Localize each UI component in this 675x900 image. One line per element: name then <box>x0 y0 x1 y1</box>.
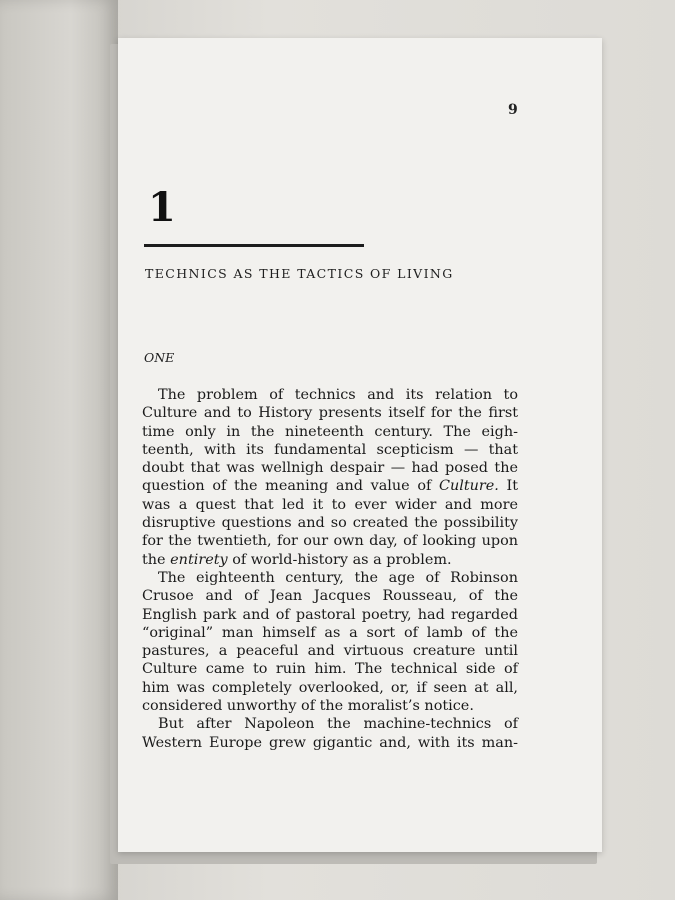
text-line: was a quest that led it to ever wider and more <box>142 496 518 513</box>
text-run: of world-history as a problem. <box>227 551 452 568</box>
chapter-number: 1 <box>148 184 176 231</box>
text-line: for the twentieth, for our own day, of looking upon <box>142 533 518 550</box>
facing-page <box>0 0 118 900</box>
text-line <box>142 477 518 495</box>
text-line <box>142 551 518 569</box>
text-run: It <box>498 478 518 495</box>
text-line: Crusoe and of Jean Jacques Rousseau, of the <box>142 588 518 605</box>
body-text <box>142 386 518 752</box>
text-line: disruptive questions and so created the possibility <box>142 515 518 532</box>
text-run: question of the meaning and value of <box>142 478 439 495</box>
text-line: But after Napoleon the machine-technics of <box>158 716 518 733</box>
text-line: pastures, a peaceful and virtuous creature until <box>142 643 518 660</box>
text-run: the <box>142 551 171 568</box>
text-line: Culture and to History presents itself for the first <box>142 405 518 422</box>
emphasis: entirety <box>170 551 228 568</box>
text-line: “original” man himself as a sort of lamb of the <box>142 624 518 641</box>
text-line: doubt that was wellnigh despair — had posed the <box>142 460 518 477</box>
text-line: English park and of pastoral poetry, had regarded <box>142 606 518 623</box>
text-line: Culture came to ruin him. The technical side of <box>142 661 518 678</box>
text-line: considered unworthy of the moralist’s notice. <box>142 698 474 715</box>
chapter-title: TECHNICS AS THE TACTICS OF LIVING <box>145 266 454 281</box>
text-line: teenth, with its fundamental scepticism — that <box>142 441 518 458</box>
text-line: time only in the nineteenth century. The eigh- <box>142 423 518 440</box>
text-line: The eighteenth century, the age of Robinson <box>158 569 518 586</box>
text-line: him was completely overlooked, or, if seen at all, <box>142 679 518 696</box>
text-line: Western Europe grew gigantic and, with its man- <box>142 734 518 751</box>
chapter-rule <box>144 244 364 247</box>
text-line: The problem of technics and its relation to <box>158 387 518 403</box>
emphasis: Culture. <box>438 478 499 495</box>
page-number: 9 <box>508 102 518 118</box>
section-label: ONE <box>144 350 175 365</box>
book-page <box>118 38 602 852</box>
